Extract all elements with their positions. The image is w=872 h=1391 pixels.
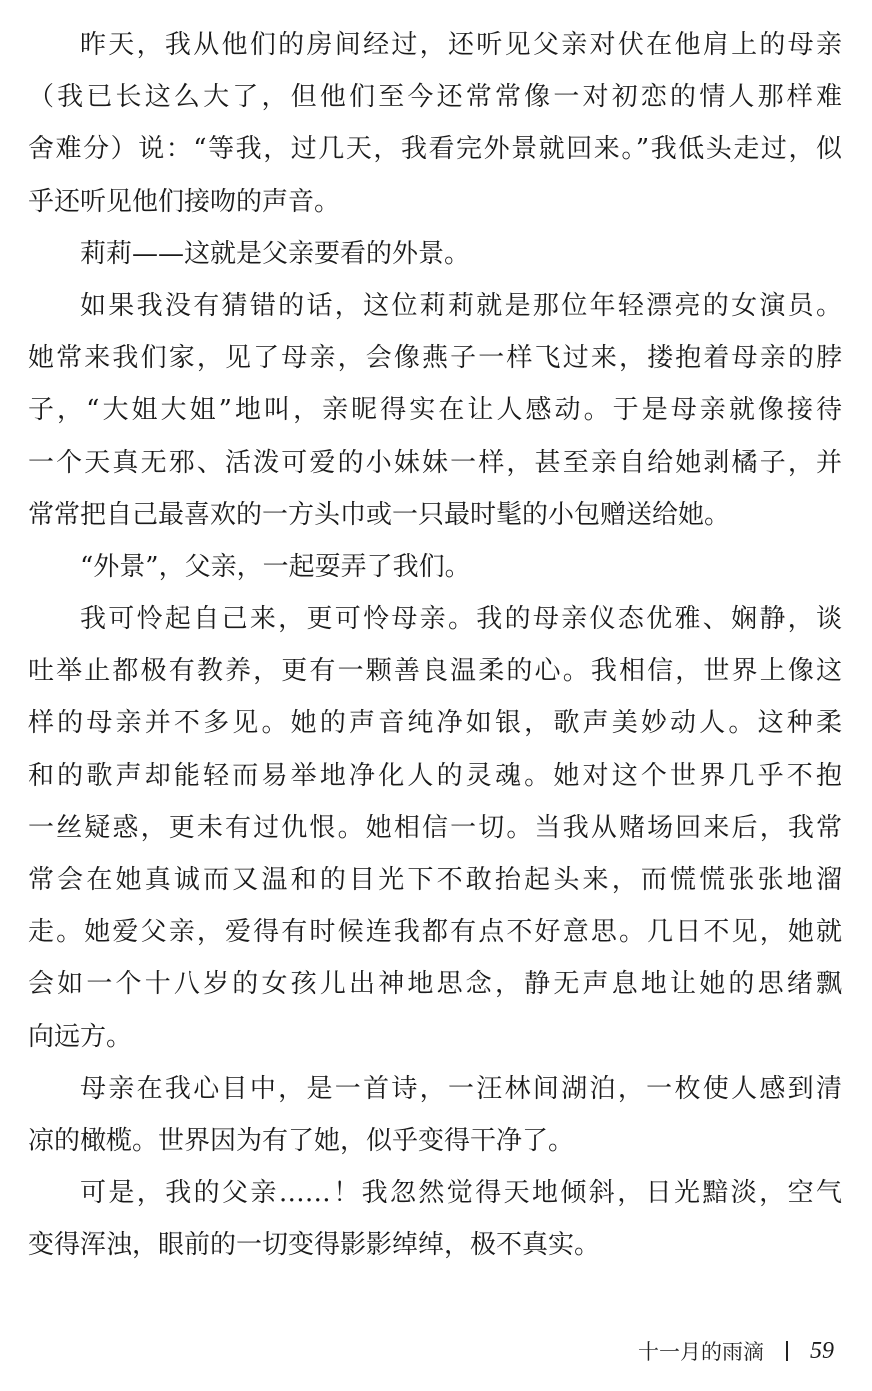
- text-line: 走。她爱父亲，爱得有时候连我都有点不好意思。几日不见，她就: [28, 917, 842, 948]
- body-text: [28, 19, 842, 1272]
- text-line: 我可怜起自己来，更可怜母亲。我的母亲仪态优雅、娴静，谈: [80, 604, 842, 635]
- text-line: 凉的橄榄。世界因为有了她，似乎变得干净了。: [28, 1125, 575, 1156]
- text-line: 一个天真无邪、活泼可爱的小妹妹一样，甚至亲自给她剥橘子，并: [28, 447, 842, 478]
- text-line: 可是，我的父亲……！我忽然觉得天地倾斜，日光黯淡，空气: [80, 1178, 842, 1209]
- page-number: 59: [810, 1337, 834, 1364]
- text-line: “外景”，父亲，一起耍弄了我们。: [80, 551, 471, 582]
- text-line: 吐举止都极有教养，更有一颗善良温柔的心。我相信，世界上像这: [28, 656, 842, 687]
- text-line: 舍难分）说：“等我，过几天，我看完外景就回来。”我低头走过，似: [28, 134, 842, 165]
- text-line: 她常来我们家，见了母亲，会像燕子一样飞过来，搂抱着母亲的脖: [28, 343, 842, 374]
- text-line: 一丝疑惑，更未有过仇恨。她相信一切。当我从赌场回来后，我常: [28, 812, 842, 843]
- text-line: 会如一个十八岁的女孩儿出神地思念，静无声息地让她的思绪飘: [28, 969, 842, 1000]
- page-footer: [638, 1334, 834, 1368]
- text-line: 样的母亲并不多见。她的声音纯净如银，歌声美妙动人。这种柔: [28, 708, 842, 739]
- footer-divider: [786, 1341, 788, 1361]
- text-line: 子，“大姐大姐”地叫，亲昵得实在让人感动。于是母亲就像接待: [28, 395, 842, 426]
- text-line: 昨天，我从他们的房间经过，还听见父亲对伏在他肩上的母亲: [80, 30, 842, 60]
- text-line: 乎还听见他们接吻的声音。: [28, 186, 341, 217]
- text-line: 母亲在我心目中，是一首诗，一汪林间湖泊，一枚使人感到清: [80, 1073, 842, 1104]
- text-line: 如果我没有猜错的话，这位莉莉就是那位年轻漂亮的女演员。: [80, 290, 842, 321]
- text-line: （我已长这么大了，但他们至今还常常像一对初恋的情人那样难: [28, 82, 842, 113]
- text-line: 常常把自己最喜欢的一方头巾或一只最时髦的小包赠送给她。: [28, 499, 731, 530]
- text-line: 常会在她真诚而又温和的目光下不敢抬起头来，而慌慌张张地溜: [28, 865, 842, 895]
- text-line: 和的歌声却能轻而易举地净化人的灵魂。她对这个世界几乎不抱: [28, 760, 842, 791]
- text-line: 变得浑浊，眼前的一切变得影影绰绰，极不真实。: [28, 1230, 601, 1261]
- text-line: 莉莉——这就是父亲要看的外景。: [80, 238, 471, 269]
- text-line: 向远方。: [28, 1021, 133, 1052]
- running-title: 十一月的雨滴: [638, 1340, 764, 1364]
